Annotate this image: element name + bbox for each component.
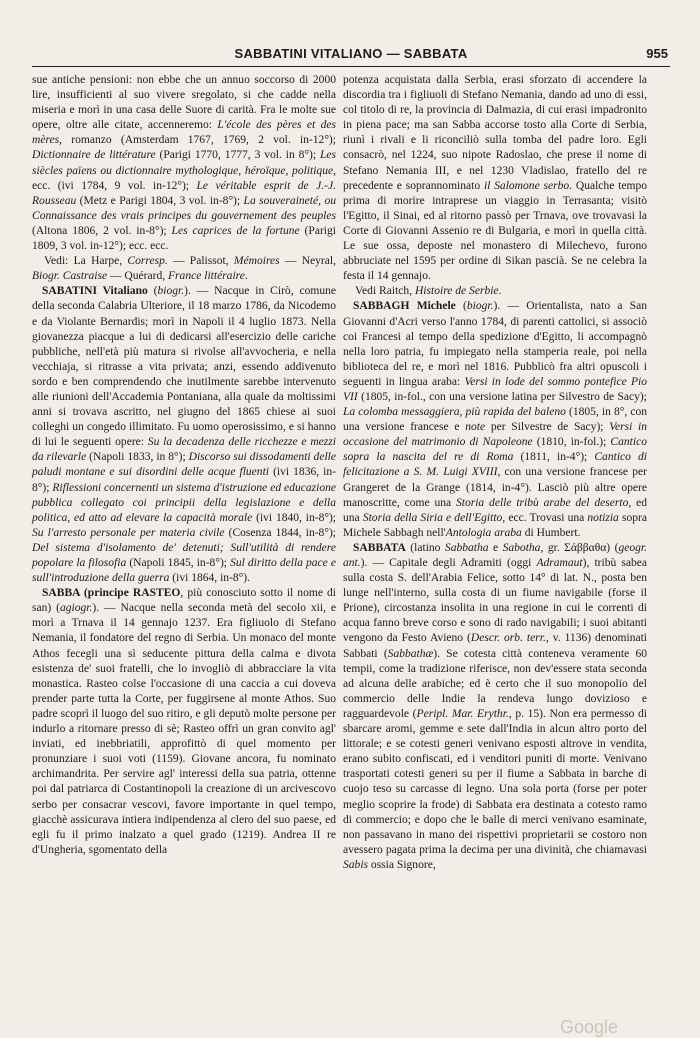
entry-headword: SABBAGH Michele	[353, 300, 456, 313]
watermark: Google	[560, 1017, 619, 1037]
page-header	[32, 44, 670, 64]
entry-headword: SABATINI Vitaliano	[42, 285, 148, 298]
references-paragraph: Vedi Raitch, Histoire de Serbie.	[355, 285, 502, 298]
entry-sabbata: SABBATA (latino Sabbatha e Sabotha, gr. Σάββαθα) (geogr. ant.). — Capitale degli Adramiti (oggi Adramaut), tribù sabea sulla costa S. dell'Arabia Felice, sotto 14° di lat. N., posta ben lunge nell'interno, sulla costa di un fiume navigabile (forse il Prione), circostanza insolita in una regione in cui le correnti di acqua fanno breve corso e sono di rado navigabili; i suoi abitanti vengono da Festo Avieno (Descr. orb. terr., v. 1136) denominati Sabbati (Sabbathæ). Se cotesta città conteneva veramente 60 tempii, come la tradizione riferisce, non dev'essere stata seconda ad alcuna delle arabiche; ed è certo che il suo monopolio del commercio delle Indie la rendeva lungo dovizioso e ragguardevole (Peripl. Mar. Erythr., p. 15). Non era permesso di sbarcare aromi, gemme e sete dall'India in alcun altro porto del littorale; e se cotesti generi venivano esposti altrove in vendita, erano subito confiscati, ed i venditori puniti di morte. Venivano trasportati cotesti generi su per il fiume a Sabbata in barche di cuojo teso su carcasse di legno. Una sola porta (forse per poter meglio scoprire la frode) di Sabbata era destinata a cotesto ramo di commercio; e dopo che le balle di merci venivano esaminate, non passavano in mano dei rispettivi proprietarii se costoro non avessero pagata prima la decima per una divinità, che chiamavasi Sabis ossia Signore,	[343, 541, 648, 871]
entry-headword: SABBATA	[353, 541, 406, 554]
entry-sabba: SABBA (principe RASTEO, più conosciuto sotto il nome di san) (agiogr.). — Nacque nella seconda metà del secolo xii, e morì a Trnava il 14 gennajo 1237. Era figliuolo di Stefano Nemania, il fondatore del regno di Serbia. Un monaco del monte Athos fecegli una sì seducente pittura della calma e divota esistenza de' suoi fratelli, che lo invogliò di abbracciare la vita monastica. Rasteo colse l'occasione di una caccia a cui doveva prender parte tutta la Corte, per fuggirsene al monte Athos. Suo padre scoprì il luogo del suo ritiro, e gli deputò molte persone per indurlo a ritornare presso di sè; Rasteo offrì un gran convito agl' inviati, ed inebbriatili, approfittò di quel momento per pronunziare i suoi voti (1159). Giovane ancora, fu nominato archimandrita. Per servire agl' interessi della sua patria, ottenne poi dal patriarca di Costantinopoli la creazione di un arcivescovo serbo per consacrar vescovi, favore importante in quel tempo, giacchè assicurava intiera indipendenza al clero del suo paese, ed egli fu il primo inalzato a quel grado (1219). Andrea II re d'Ungheria, sgomentato della	[32, 587, 337, 856]
paragraph-continuation: sue antiche pensioni: non ebbe che un annuo soccorso di 2000 lire, insufficienti al suo vivere sregolato, si che cadde nella miseria e morì in una casa delle Suore di carità. Fra le molte sue opere, oltre alle citate, accenneremo: L'école des pères et des mères, romanzo (Amsterdam 1767, 1769, 2 vol. in-12°); Dictionnaire de littérature (Parigi 1770, 1777, 3 vol. in 8°); Les siècles païens ou dictionnaire mythologique, héroïque, politique, ecc. (ivi 1784, 9 vol. in-12°); Le véritable esprit de J.-J. Rousseau (Metz e Parigi 1804, 3 vol. in-8°); La souveraineté, ou Connaissance des vrais principes du gouvernement des peuples (Altona 1806, 2 vol. in-8°); Les caprices de la fortune (Parigi 1809, 3 vol. in-12°); ecc. ecc.	[32, 74, 337, 253]
right-column	[343, 73, 647, 873]
header-rule	[32, 66, 670, 67]
page-number: 955	[646, 46, 668, 61]
left-column	[32, 73, 336, 858]
paragraph-continuation: potenza acquistata dalla Serbia, erasi sforzato di accendere la discordia tra i figliuoli di Stefano Nemania, dando ad uno di essi, col titolo di re, la provincia di Dalmazia, di cui erasi impadronito in piena pace; ma san Sabba accorse tosto alla Corte di Serbia, riunì i rivali e li riconciliò sulla tomba del padre loro. Egli consacrò, nel 1224, suo nipote Radoslao, che prese il nome di Stefano Nemania III, e nel 1230 Vladislao, fratello del re precedente e soprannominato il Salomone serbo. Qualche tempo prima di morire intraprese un viaggio in Terrasanta; visitò l'Egitto, il Sinai, ed al ritorno passò per Trnava, ove trovavasi la Corte di Giovanni Assenio re di Bulgaria, e morì in quella città. Le sue ossa, deposte nel monastero di Milechevo, furono abbruciate nel 1595 per ordine di Sikan pascià. Se ne celebra la festa il 14 gennajo.	[343, 74, 647, 283]
references-paragraph: Vedi: La Harpe, Corresp. — Palissot, Mémoires — Neyral, Biogr. Castraise — Quérard, France littéraire.	[32, 255, 336, 283]
entry-sabbagh-michele: SABBAGH Michele (biogr.). — Orientalista, nato a San Giovanni d'Acri verso l'anno 1784, di parenti cattolici, si associò coi Francesi al tempo della spedizione d'Egitto, li accompagnò nella loro patria, fu impiegato nella stamperia reale, poi nella biblioteca del re, e morì nel 1816. Pubblicò fra altri opuscoli i seguenti in lingua araba: Versi in lode del sommo pontefice Pio VII (1805, in-fol., con una versione latina per Silvestro de Sacy); La colomba messaggiera, più rapida del baleno (1805, in 8°, con una versione francese e note per Silvestre de Sacy); Versi in occasione del matrimonio di Napoleone (1810, in-fol.); Cantico sopra la nascita del re di Roma (1811, in-4°); Cantico di felicitazione a S. M. Luigi XVIII, con una versione francese per Grangeret de la Grange (1814, in-4°). Lasciò più altre opere manoscritte, come una Storia delle tribù arabe del deserto, ed una Storia della Siria e dell'Egitto, ecc. Trovasi una notizia sopra Michele Sabbagh nell'Antologia araba di Humbert.	[343, 300, 648, 539]
entry-sabatini-vitaliano: SABATINI Vitaliano (biogr.). — Nacque in Cirò, comune della seconda Calabria Ulteriore, il 18 marzo 1786, da Nicodemo e da Violante Bernardis; morì in Napoli il 4 luglio 1873. Nella giovanezza piacque a lui di dedicarsi all'esercizio delle cariche pubbliche, nell'età più matura si rivolse all'avvocheria, e nella vecchiaja, si ritrasse a vita privata; anzi, essendo addivenuto sordo e ben comprendendo che inutilmente sarebbe intervenuto alle riunioni dell'Accademia Pontaniana, alla quale da moltissimi anni si trovava ascritto, nel giugno del 1865 chiese ai suoi colleghi un congedo illimitato. Fu uomo operosissimo, e si hanno di lui le seguenti opere: Su la decadenza delle ricchezze e mezzi da rilevarle (Napoli 1833, in 8°); Discorso sui dissodamenti delle paludi montane e sui disordini delle acque fluenti (ivi 1836, in-8°); Riflessioni concernenti un sistema d'istruzione ed educazione pubblica collegato coi principii della legislazione e della politica, ed atto ad elevare la capacità morale (ivi 1840, in-8°); Su l'arresto personale per materia civile (Cosenza 1844, in-8°); Del sistema d'isolamento de' detenuti; Sull'utilità di rendere popolare la filosofia (Napoli 1845, in-8°); Sul diritto della pace e sull'introduzione della guerra (ivi 1864, in-8°).	[32, 285, 337, 585]
entry-headword: SABBA (principe RASTEO	[42, 587, 181, 600]
running-head: SABBATINI VITALIANO — SABBATA	[234, 46, 468, 61]
